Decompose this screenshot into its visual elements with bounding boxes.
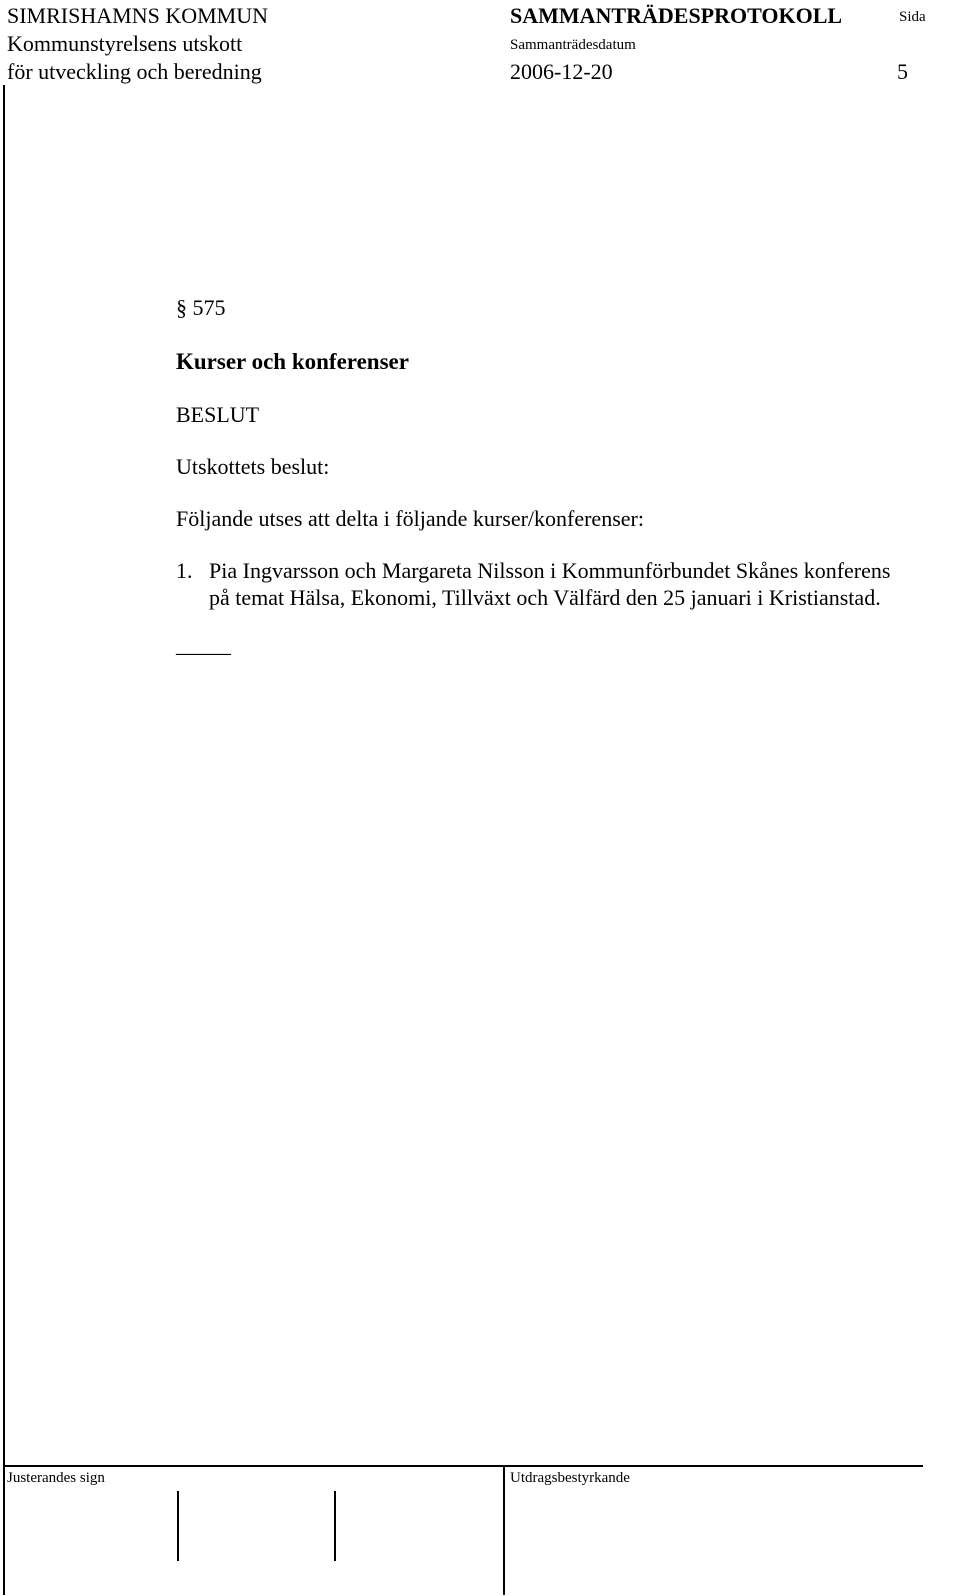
section-number — [176, 297, 226, 319]
paragraph-mark: § — [176, 295, 187, 320]
left-margin-line — [3, 85, 5, 1465]
list-item-line-1: Pia Ingvarsson och Margareta Nilsson i Kommunförbundet Skånes konferens — [209, 558, 891, 583]
utdragsbestyrkande-label: Utdragsbestyrkande — [510, 1470, 630, 1486]
meeting-date-label: Sammanträdesdatum — [510, 37, 636, 53]
meeting-date: 2006-12-20 — [510, 59, 613, 84]
document-type: SAMMANTRÄDESPROTOKOLL — [510, 3, 843, 28]
footer-top-rule — [3, 1465, 923, 1467]
end-rule: _____ — [176, 632, 231, 657]
committee-subtitle: för utveckling och beredning — [7, 59, 262, 84]
beslut-heading: BESLUT — [176, 402, 260, 427]
list-item-line-2: på temat Hälsa, Ekonomi, Tillväxt och Välfärd den 25 januari i Kristianstad. — [209, 585, 881, 610]
section-title: Kurser och konferenser — [176, 349, 409, 374]
signature-box-divider-1 — [177, 1491, 179, 1561]
footer-left-line — [3, 1465, 5, 1595]
decision-intro: Följande utses att delta i följande kurser/konferenser: — [176, 506, 644, 531]
list-item-marker: 1. — [176, 558, 193, 583]
section-number-value: 575 — [192, 295, 226, 320]
page-number: 5 — [897, 59, 908, 84]
justering-label: Justerandes sign — [7, 1470, 105, 1486]
decision-label: Utskottets beslut: — [176, 454, 330, 479]
committee-name: Kommunstyrelsens utskott — [7, 31, 243, 56]
signature-box-divider-2 — [334, 1491, 336, 1561]
footer-center-line — [503, 1465, 505, 1595]
municipality-name: SIMRISHAMNS KOMMUN — [7, 3, 268, 28]
page-label: Sida — [899, 9, 926, 25]
